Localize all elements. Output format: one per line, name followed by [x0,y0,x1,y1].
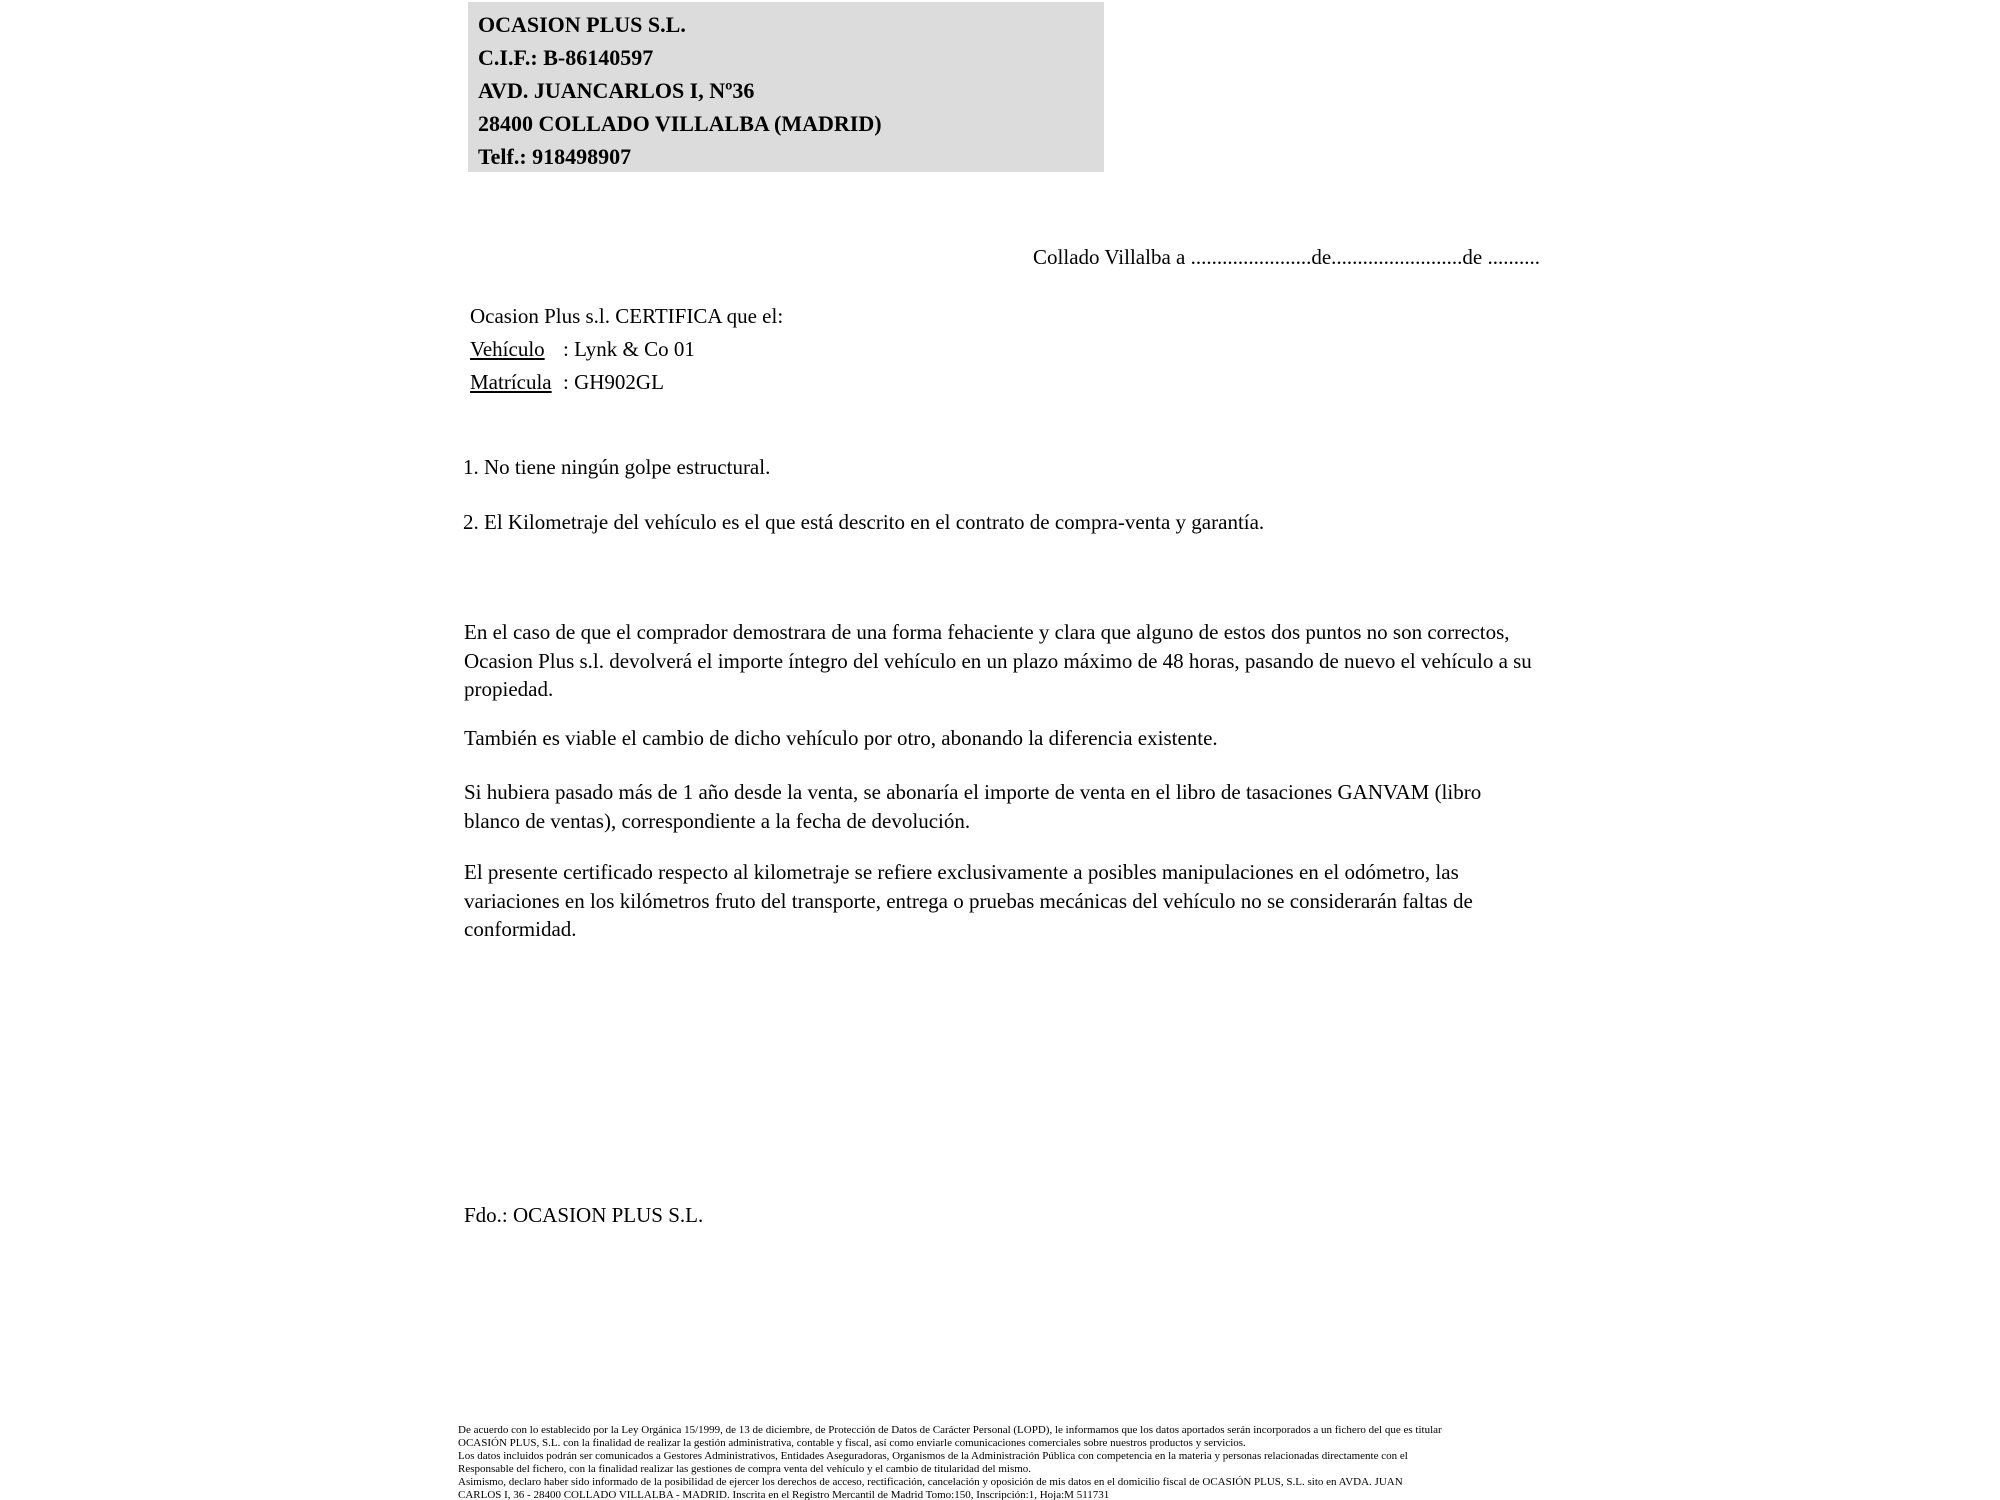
plate-field [470,366,783,399]
company-name: OCASION PLUS S.L. [478,12,686,37]
statement-1: 1. No tiene ningún golpe estructural. [463,455,771,479]
vehicle-label: Vehículo [470,337,545,361]
legal-footer-line-3: Los datos incluidos podrán ser comunicados a Gestores Administrativos, Entidades Aseguradoras, Organismos de la Administración Pública con competencia en la materia y personas relacionadas directamente con el [458,1450,1408,1462]
vehicle-value: : Lynk & Co 01 [563,337,695,361]
plate-label: Matrícula [470,370,552,394]
date-line: Collado Villalba a .......................de.........................de .......... [1033,245,1540,269]
company-cif: C.I.F.: B-86140597 [478,45,654,70]
statement-2: 2. El Kilometraje del vehículo es el que está descrito en el contrato de compra-venta y garantía. [463,510,1265,534]
vehicle-label-wrap [470,333,563,366]
paragraph-odometer: El presente certificado respecto al kilometraje se refiere exclusivamente a posibles manipulaciones en el odómetro, las variaciones en los kilómetros fruto del transporte, entrega o pruebas mecánicas del vehículo no se considerarán faltas de conformidad. [464,860,1473,941]
company-address: AVD. JUANCARLOS I, Nº36 [478,78,755,103]
paragraph-refund: En el caso de que el comprador demostrara de una forma fehaciente y clara que alguno de estos dos puntos no son correctos, Ocasion Plus s.l. devolverá el importe íntegro del vehículo en un plazo máximo de 48 horas, pasando de nuevo el vehículo a su propiedad. [464,620,1532,701]
legal-footer-line-1: De acuerdo con lo establecido por la Ley Orgánica 15/1999, de 13 de diciembre, de Protección de Datos de Carácter Personal (LOPD), le informamos que los datos aportados serán incorporados a un fichero del que es titular [458,1424,1442,1436]
certification-intro: Ocasion Plus s.l. CERTIFICA que el: [470,304,784,328]
plate-value: : GH902GL [563,370,664,394]
legal-footer-line-2: OCASIÓN PLUS, S.L. con la finalidad de realizar la gestión administrativa, contable y fiscal, así como enviarle comunicaciones comerciales sobre nuestros productos y servicios. [458,1437,1246,1449]
legal-footer-line-6: CARLOS I, 36 - 28400 COLLADO VILLALBA - MADRID. Inscrita en el Registro Mercantil de Madrid Tomo:150, Inscripción:1, Hoja:M 511731 [458,1489,1110,1500]
signature-line: Fdo.: OCASION PLUS S.L. [464,1203,704,1227]
legal-footer-line-4: Responsable del fichero, con la finalidad realizar las gestiones de compra venta del vehículo y el cambio de titularidad del mismo. [458,1463,1032,1475]
legal-footer [458,1424,1578,1500]
company-header [468,2,1104,172]
company-phone: Telf.: 918498907 [478,144,632,169]
vehicle-field [470,333,783,366]
certification-block [470,300,783,399]
company-city: 28400 COLLADO VILLALBA (MADRID) [478,111,882,136]
paragraph-exchange: También es viable el cambio de dicho vehículo por otro, abonando la diferencia existente. [464,726,1218,750]
plate-label-wrap [470,366,563,399]
legal-footer-line-5: Asimismo, declaro haber sido informado de la posibilidad de ejercer los derechos de acceso, rectificación, cancelación y oposición de mis datos en el domicilio fiscal de OCASIÓN PLUS, S.L. sito en AVDA. JUAN [458,1476,1403,1488]
paragraph-ganvam: Si hubiera pasado más de 1 año desde la venta, se abonaría el importe de venta en el libro de tasaciones GANVAM (libro blanco de ventas), correspondiente a la fecha de devolución. [464,780,1482,833]
